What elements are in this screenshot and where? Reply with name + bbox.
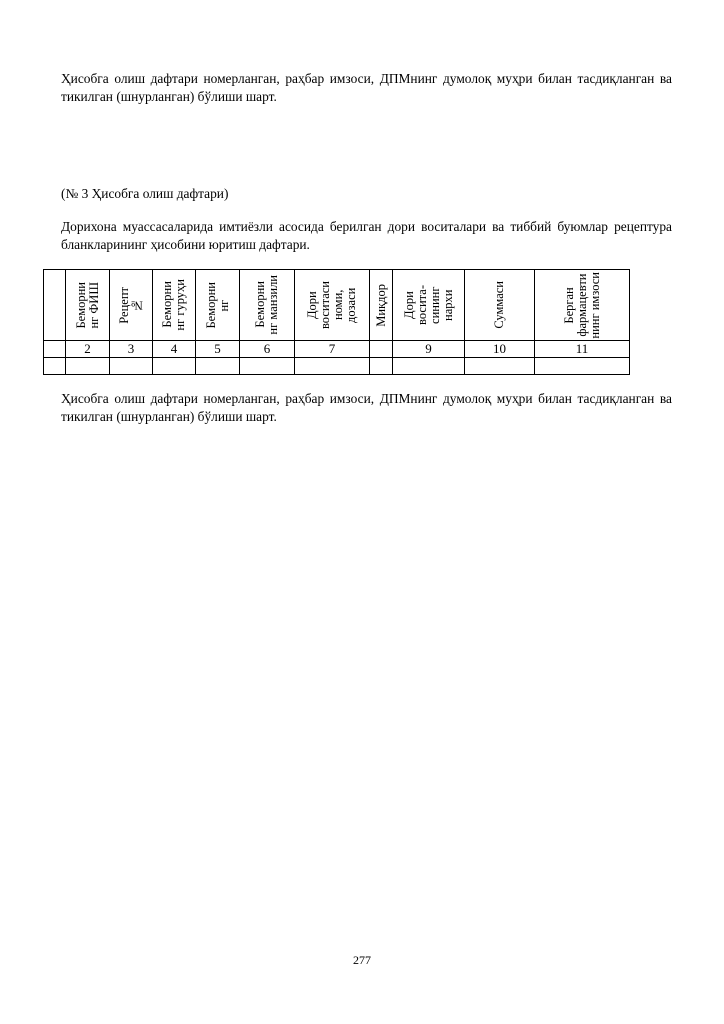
blank-cell	[44, 358, 66, 375]
section-heading: (№ 3 Ҳисобга олиш дафтари)	[61, 186, 229, 201]
header-cell-prescription-number: Рецепт №	[110, 270, 153, 341]
number-cell: 10	[465, 341, 535, 358]
blank-cell	[196, 358, 240, 375]
blank-cell	[465, 358, 535, 375]
blank-cell	[370, 358, 393, 375]
number-cell: 3	[110, 341, 153, 358]
number-cell: 2	[66, 341, 110, 358]
blank-cell	[110, 358, 153, 375]
blank-cell	[240, 358, 295, 375]
number-cell: 4	[153, 341, 196, 358]
page-number: 277	[353, 953, 371, 967]
header-cell-drug-name: Дори воситаси номи, дозаси	[295, 270, 370, 341]
number-cell: 11	[535, 341, 630, 358]
table-header-row	[44, 270, 630, 341]
table-blank-row	[44, 358, 630, 375]
paragraph-bottom: Ҳисобга олиш дафтари номерланган, раҳбар имзоси, ДПМнинг думолоқ муҳри билан тасдиқланган ва тикилган (шнурланган) бўлиши шарт.	[61, 391, 672, 424]
blank-cell	[153, 358, 196, 375]
header-cell-patient-name: Беморни нг ФИШ	[66, 270, 110, 341]
header-cell-sum: Суммаси	[465, 270, 535, 341]
header-cell-drug-price: Дори восита- сининг нархи	[393, 270, 465, 341]
header-cell-empty	[44, 270, 66, 341]
table-number-row	[44, 341, 630, 358]
register-table	[43, 269, 630, 375]
blank-cell	[66, 358, 110, 375]
header-cell-quantity: Миқдор	[370, 270, 393, 341]
number-cell: 9	[393, 341, 465, 358]
number-cell	[44, 341, 66, 358]
paragraph-top: Ҳисобга олиш дафтари номерланган, раҳбар имзоси, ДПМнинг думолоқ муҳри билан тасдиқланган ва тикилган (шнурланган) бўлиши шарт.	[61, 71, 672, 104]
number-cell: 6	[240, 341, 295, 358]
header-cell-patient-group: Беморни нг гуруҳи	[153, 270, 196, 341]
paragraph-intro: Дорихона муассасаларида имтиёзли асосида берилган дори воситалари ва тиббий буюмлар рецептура бланкларининг ҳисобини юритиш дафтари.	[61, 219, 672, 252]
blank-cell	[393, 358, 465, 375]
header-cell-pharmacist-signature: Берган фармацевти нинг имзоси	[535, 270, 630, 341]
header-cell-patient: Беморни нг	[196, 270, 240, 341]
number-cell: 7	[295, 341, 370, 358]
blank-cell	[295, 358, 370, 375]
header-cell-patient-address: Беморни нг манзили	[240, 270, 295, 341]
number-cell: 5	[196, 341, 240, 358]
blank-cell	[535, 358, 630, 375]
number-cell	[370, 341, 393, 358]
